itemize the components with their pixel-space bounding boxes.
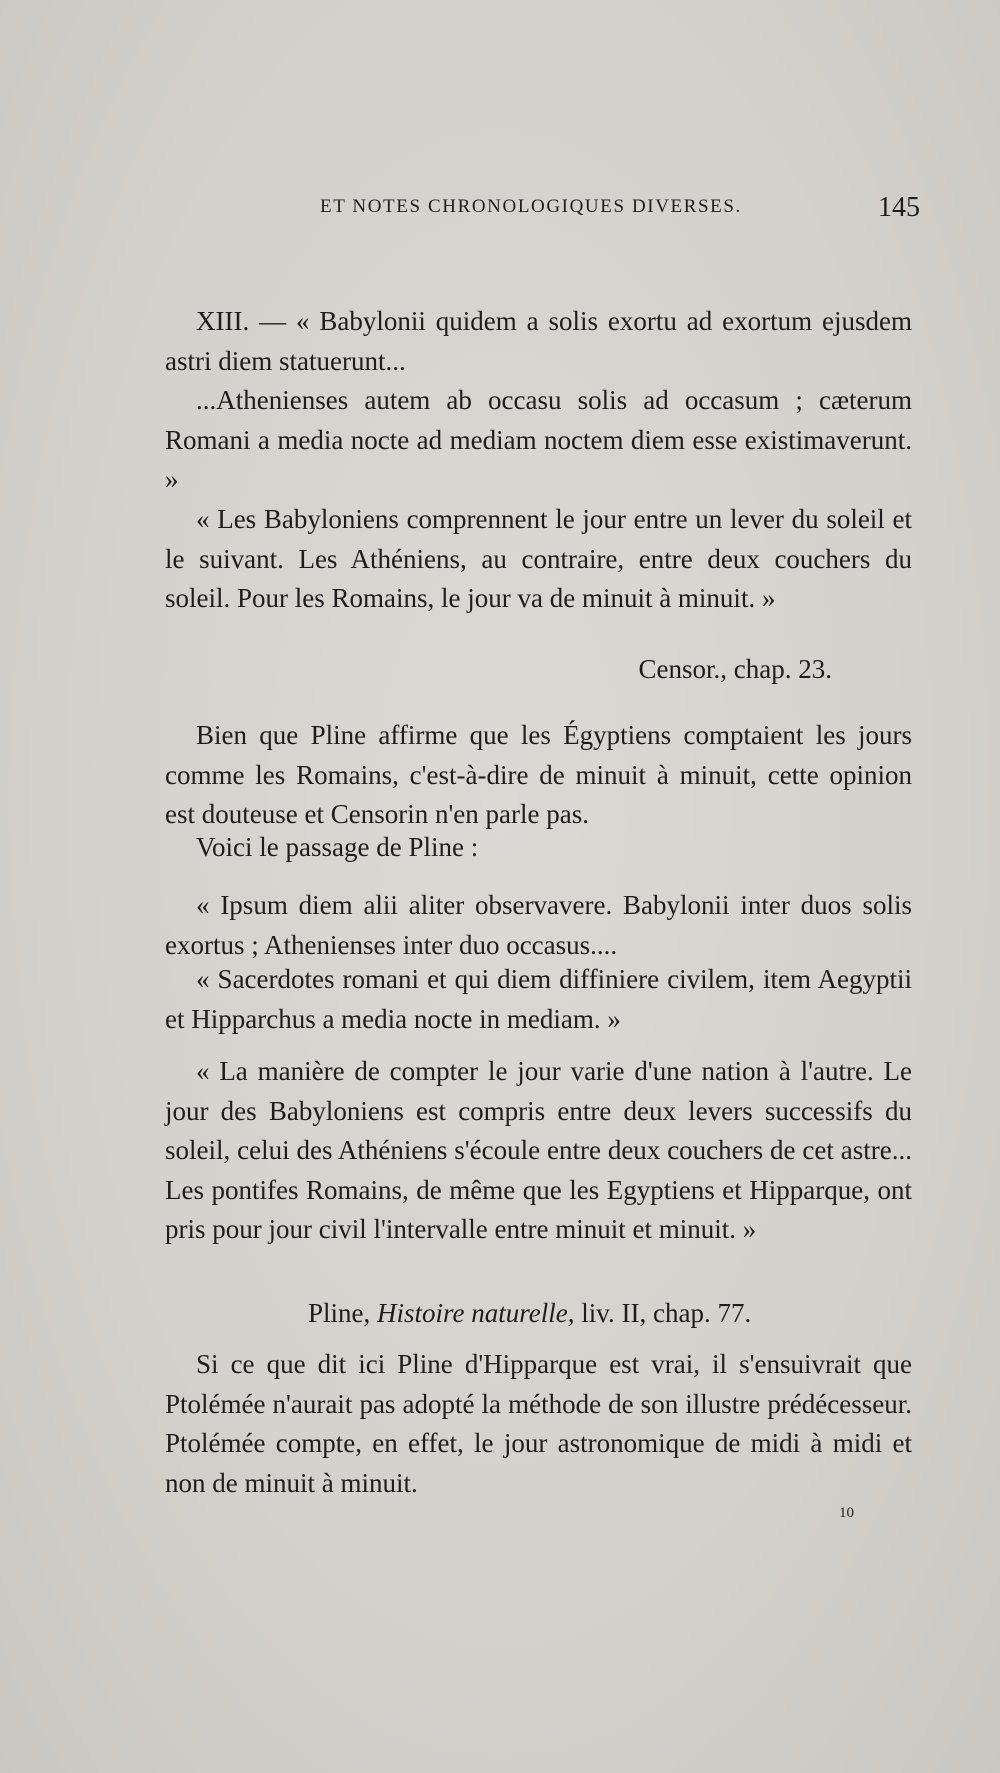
source-citation-pline [165, 1294, 912, 1334]
paragraph-intro-passage: Voici le passage de Pline : [196, 832, 479, 862]
paragraph-french-translation-1: « Les Babyloniens comprennent le jour entre un lever du soleil et le suivant. Les Athéniens, au contraire, entre deux couchers du soleil. Pour les Romains, le jour va de minuit à minuit. » [165, 504, 912, 614]
signature-mark: 10 [839, 1505, 854, 1521]
page-header [320, 192, 920, 236]
citation-title: Histoire naturelle, [377, 1298, 575, 1328]
citation-author: Pline, [308, 1298, 371, 1328]
paragraph-latin-pline-1: « Ipsum diem alii aliter observavere. Babylonii inter duos solis exortus ; Athenienses inter duo occasus.... [165, 890, 912, 960]
paragraph-latin-censorinus-1: XIII. — « Babylonii quidem a solis exortu ad exortum ejusdem astri diem statuerunt... [165, 306, 912, 376]
citation-reference: liv. II, chap. 77. [581, 1298, 752, 1328]
paragraph-french-translation-2: « La manière de compter le jour varie d'une nation à l'autre. Le jour des Babyloniens est compris entre deux levers successifs du soleil, celui des Athéniens s'écoule entre deux couchers de cet astre... Les pontifes Romains, de même que les Egyptiens et Hipparque, ont pris pour jour civil l'intervalle entre minuit et minuit. » [165, 1056, 912, 1245]
paragraph-latin-pline-2: « Sacerdotes romani et qui diem diffiniere civilem, item Aegyptii et Hipparchus a media nocte in mediam. » [165, 964, 912, 1034]
page-number: 145 [878, 192, 920, 223]
paragraph-latin-censorinus-2: ...Athenienses autem ab occasu solis ad occasum ; cæterum Romani a media nocte ad mediam noctem diem esse existimaverunt. » [165, 385, 912, 495]
paragraph-commentary-pline: Bien que Pline affirme que les Égyptiens comptaient les jours comme les Romains, c'est-à-dire de minuit à minuit, cette opinion est douteuse et Censorin n'en parle pas. [165, 720, 912, 830]
source-citation-censorinus: Censor., chap. 23. [638, 654, 832, 684]
running-head: ET NOTES CHRONOLOGIQUES DIVERSES. [320, 196, 742, 217]
paragraph-commentary-ptolemee: Si ce que dit ici Pline d'Hipparque est vrai, il s'ensuivrait que Ptolémée n'aurait pas adopté la méthode de son illustre prédécesseur. Ptolémée compte, en effet, le jour astronomique de midi à midi et non de minuit à minuit. [165, 1349, 912, 1498]
